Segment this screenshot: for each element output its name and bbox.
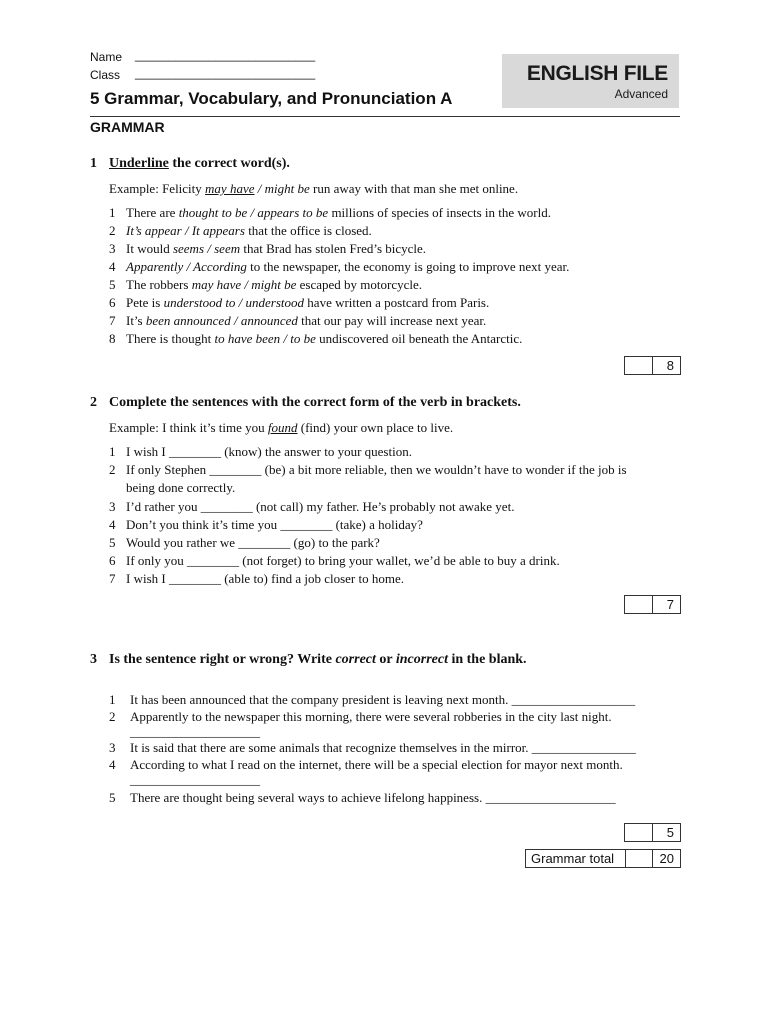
q1-item-post: escaped by motorcycle.: [296, 277, 423, 292]
section-heading-grammar: GRAMMAR: [90, 119, 165, 135]
q2-example-answer: found: [267, 420, 298, 435]
q2-score-input[interactable]: [625, 596, 653, 613]
q2-item-number: 3: [109, 499, 116, 514]
q2-example-pre: Example: I think it’s time you: [109, 420, 268, 435]
q2-item-text[interactable]: I’d rather you ________ (not call) my father. He’s probably not awake yet.: [126, 499, 515, 514]
q3-score-max: 5: [666, 825, 674, 840]
q1-instruction-text: the correct word(s).: [168, 156, 290, 171]
grammar-total-divider: [625, 850, 626, 867]
q1-item-options[interactable]: Apparently / According: [126, 259, 247, 274]
q1-item-number: 5: [109, 277, 116, 292]
q1-item-pre: Pete is: [126, 295, 164, 310]
q1-example-separator: /: [254, 181, 265, 196]
q1-item-pre: It would: [126, 241, 173, 256]
q1-item-options[interactable]: may have / might be: [191, 277, 297, 292]
q1-example-post: run away with that man she met online.: [309, 181, 519, 196]
q1-item-number: 4: [109, 259, 116, 274]
grammar-total-label: Grammar total: [531, 851, 615, 866]
q1-item-pre: There is thought: [126, 331, 215, 346]
q2-item-number: 6: [109, 553, 116, 568]
name-label: Name: [90, 50, 123, 64]
grammar-total-input[interactable]: [652, 850, 653, 867]
q2-item-continuation: being done correctly.: [126, 480, 236, 495]
q3-instruction-post: in the blank.: [447, 652, 527, 667]
q1-score-input[interactable]: [625, 357, 653, 374]
q1-example-option: might be: [264, 181, 310, 196]
q3-instruction-mid: or: [375, 652, 396, 667]
q2-item-number: 7: [109, 571, 116, 586]
q1-item-number: 8: [109, 331, 116, 346]
logo-subtitle: Advanced: [614, 87, 668, 101]
class-label: Class: [90, 68, 121, 82]
q1-item-post: that Brad has stolen Fred’s bicycle.: [240, 241, 427, 256]
q1-item-post: to the newspaper, the economy is going to improve next year.: [246, 259, 570, 274]
q3-item-text[interactable]: It has been announced that the company president is leaving next month. ___________________: [130, 692, 636, 707]
logo-title: ENGLISH FILE: [526, 62, 668, 85]
q3-score-box: [624, 823, 681, 842]
q1-item-text: [126, 295, 489, 311]
q1-number: 1: [90, 156, 97, 171]
q1-item-options[interactable]: seems / seem: [172, 241, 241, 256]
q1-item-pre: There are: [126, 205, 179, 220]
q1-item-number: 2: [109, 223, 116, 238]
page-title: 5 Grammar, Vocabulary, and Pronunciation A: [90, 89, 453, 108]
english-file-logo: [502, 54, 679, 108]
title-divider: [90, 116, 680, 117]
q1-item-text: [126, 205, 551, 221]
q1-item-options[interactable]: thought to be / appears to be: [178, 205, 329, 220]
q2-score-box: [624, 595, 681, 614]
q1-item-text: [126, 313, 486, 329]
q2-item-text[interactable]: I wish I ________ (know) the answer to your question.: [126, 444, 412, 459]
q1-example-answer: may have: [205, 181, 255, 196]
q2-item-number: 5: [109, 535, 116, 550]
q3-answer-blank[interactable]: ____________________: [130, 724, 260, 739]
q3-answer-blank[interactable]: ____________________: [130, 772, 260, 787]
q3-item-text[interactable]: It is said that there are some animals that recognize themselves in the mirror. ________________: [130, 740, 636, 755]
q1-item-options[interactable]: to have been / to be: [214, 331, 316, 346]
q1-example: [109, 181, 518, 197]
q1-score-max: 8: [666, 358, 674, 373]
q3-item-text[interactable]: Apparently to the newspaper this morning, there were several robberies in the city last night.: [130, 709, 612, 724]
q1-item-text: [126, 223, 372, 239]
q2-item-number: 2: [109, 462, 116, 477]
q1-item-pre: The robbers: [126, 277, 192, 292]
q1-item-post: that our pay will increase next year.: [297, 313, 487, 328]
q2-heading: [0, 395, 770, 415]
q1-item-text: [126, 241, 426, 257]
q3-item-text[interactable]: According to what I read on the internet, there will be a special election for mayor next month.: [130, 757, 623, 772]
q3-word-incorrect: incorrect: [395, 652, 448, 667]
q3-heading: [0, 652, 770, 672]
q3-number: 3: [90, 652, 97, 667]
q3-score-input[interactable]: [625, 824, 653, 841]
q2-example-post: (find) your own place to live.: [297, 420, 454, 435]
q2-item-text[interactable]: If only you ________ (not forget) to bring your wallet, we’d be able to buy a drink.: [126, 553, 560, 568]
q2-item-text[interactable]: I wish I ________ (able to) find a job closer to home.: [126, 571, 404, 586]
q1-instruction-underline: Underline: [109, 156, 169, 171]
q2-item-text[interactable]: Would you rather we ________ (go) to the park?: [126, 535, 380, 550]
q3-item-number: 1: [109, 692, 116, 707]
q1-item-options[interactable]: been announced / announced: [145, 313, 298, 328]
q1-item-pre: It’s: [126, 313, 146, 328]
q2-score-max: 7: [666, 597, 674, 612]
grammar-total-value: 20: [659, 851, 674, 866]
q1-example-pre: Example: Felicity: [109, 181, 206, 196]
name-field[interactable]: ___________________________: [135, 48, 316, 62]
q3-item-text[interactable]: There are thought being several ways to achieve lifelong happiness. ____________________: [130, 790, 616, 805]
q1-item-text: [126, 259, 569, 275]
q1-item-number: 1: [109, 205, 116, 220]
q2-instruction: Complete the sentences with the correct form of the verb in brackets.: [109, 395, 521, 410]
q2-item-text[interactable]: If only Stephen ________ (be) a bit more reliable, then we wouldn’t have to wonder if the job is: [126, 462, 627, 477]
q1-item-post: that the office is closed.: [244, 223, 372, 238]
q2-item-number: 4: [109, 517, 116, 532]
q1-item-options[interactable]: understood to / understood: [163, 295, 305, 310]
q1-item-number: 7: [109, 313, 116, 328]
q2-number: 2: [90, 395, 97, 410]
q1-item-options[interactable]: It’s appear / It appears: [126, 223, 245, 238]
q2-example: [109, 420, 453, 436]
q3-item-number: 2: [109, 709, 116, 724]
q3-instruction-pre: Is the sentence right or wrong? Write: [109, 652, 336, 667]
q3-item-number: 4: [109, 757, 116, 772]
class-field[interactable]: ___________________________: [135, 66, 316, 80]
grammar-total-box: [525, 849, 681, 868]
q1-item-post: have written a postcard from Paris.: [304, 295, 490, 310]
q1-item-post: undiscovered oil beneath the Antarctic.: [315, 331, 523, 346]
q1-item-post: millions of species of insects in the world.: [328, 205, 551, 220]
q3-item-number: 3: [109, 740, 116, 755]
q3-word-correct: correct: [335, 652, 376, 667]
q1-item-text: [126, 331, 522, 347]
q2-item-number: 1: [109, 444, 116, 459]
q3-item-number: 5: [109, 790, 116, 805]
q1-item-number: 3: [109, 241, 116, 256]
q1-score-box: [624, 356, 681, 375]
q1-item-text: [126, 277, 422, 293]
q1-heading: [0, 156, 770, 176]
q1-item-number: 6: [109, 295, 116, 310]
q2-item-text[interactable]: Don’t you think it’s time you ________ (take) a holiday?: [126, 517, 423, 532]
